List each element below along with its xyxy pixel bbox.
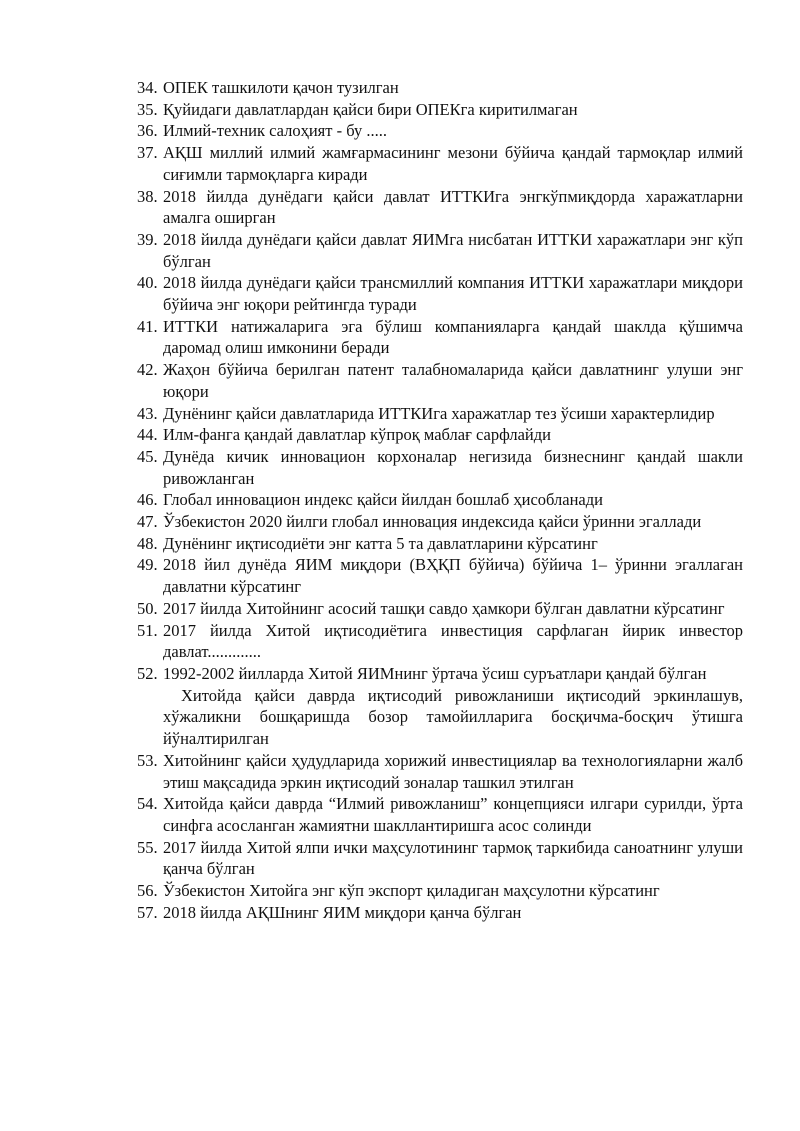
question-text: 1992-2002 йилларда Хитой ЯИМнинг ўртача ўсиш суръатлари қандай бўлган bbox=[163, 663, 707, 683]
question-item bbox=[137, 424, 743, 446]
question-text: Илм-фанга қандай давлатлар кўпроқ маблағ сарфлайди bbox=[163, 425, 551, 445]
question-text: 2018 йилда дунёдаги қайси давлат ИТТКИга энгкўпмиқдорда харажатларни амалга оширган bbox=[163, 186, 743, 228]
question-number: 42. bbox=[137, 360, 158, 380]
question-number: 49. bbox=[137, 555, 158, 575]
question-item bbox=[137, 120, 743, 142]
question-text: ИТТКИ натижаларига эга бўлиш компанияларга қандай шаклда қўшимча даромад олиш имконини беради bbox=[163, 316, 743, 358]
question-text: Хитойда қайси даврда “Илмий ривожланиш” концепцияси илгари сурилди, ўрта синфга асосланган жамиятни шакллантиришга асос солинди bbox=[163, 794, 743, 835]
question-number: 36. bbox=[137, 121, 158, 141]
question-text: АҚШ миллий илмий жамғармасининг мезони бўйича қандай тармоқлар илмий сиғимли тармоқларга киради bbox=[163, 143, 743, 184]
question-number: 37. bbox=[137, 143, 158, 163]
question-text: Жаҳон бўйича берилган патент талабномаларида қайси давлатнинг улуши энг юқори bbox=[163, 360, 743, 401]
question-list bbox=[137, 77, 743, 685]
question-item bbox=[137, 186, 743, 229]
question-number: 52. bbox=[137, 663, 158, 683]
question-item bbox=[137, 316, 743, 359]
question-text: Илмий-техник салоҳият - бу ..... bbox=[163, 121, 387, 141]
question-item bbox=[137, 598, 743, 620]
question-number: 48. bbox=[137, 533, 158, 553]
question-item bbox=[137, 793, 743, 836]
question-item bbox=[137, 511, 743, 533]
question-item bbox=[137, 533, 743, 555]
question-item bbox=[137, 837, 743, 880]
question-item bbox=[137, 750, 743, 793]
question-number: 57. bbox=[137, 902, 158, 922]
question-number: 38. bbox=[137, 186, 158, 206]
question-item bbox=[137, 99, 743, 121]
question-text: 2018 йилда дунёдаги қайси давлат ЯИМга нисбатан ИТТКИ харажатлари энг кўп бўлган bbox=[163, 229, 743, 271]
question-number: 41. bbox=[137, 316, 158, 336]
question-item bbox=[137, 880, 743, 902]
question-number: 56. bbox=[137, 881, 158, 901]
question-number: 50. bbox=[137, 598, 158, 618]
question-text: Дунёда кичик инновацион корхоналар негизида бизнеснинг қандай шакли ривожланган bbox=[163, 446, 743, 488]
question-number: 53. bbox=[137, 750, 158, 770]
question-text: Ўзбекистон 2020 йилги глобал инновация индексида қайси ўринни эгаллади bbox=[163, 512, 702, 532]
question-text: 2017 йилда Хитой ялпи ички маҳсулотининг тармоқ таркибида саноатнинг улуши қанча бўлган bbox=[163, 837, 743, 879]
question-text: 2017 йилда Хитой иқтисодиётига инвестиция сарфлаган йирик инвестор давлат............. bbox=[163, 620, 743, 662]
question-item bbox=[137, 902, 743, 924]
question-number: 34. bbox=[137, 78, 158, 97]
question-note: Хитойда қайси даврда иқтисодий ривожланиши иқтисодий эркинлашув, хўжаликни бошқаришда бозор тамойилларига босқичма-босқич ўтишга йўналтирилган bbox=[163, 685, 743, 749]
document-page bbox=[137, 77, 743, 923]
question-item bbox=[137, 403, 743, 425]
question-list-continued bbox=[137, 750, 743, 924]
question-number: 54. bbox=[137, 794, 158, 814]
question-text: Қуйидаги давлатлардан қайси бири ОПЕКга киритилмаган bbox=[163, 99, 578, 119]
question-number: 39. bbox=[137, 229, 158, 249]
question-number: 40. bbox=[137, 273, 158, 293]
question-item bbox=[137, 620, 743, 663]
question-number: 55. bbox=[137, 837, 158, 857]
question-item bbox=[137, 77, 743, 99]
question-text: Глобал инновацион индекс қайси йилдан бошлаб ҳисобланади bbox=[163, 490, 603, 510]
question-number: 44. bbox=[137, 425, 158, 445]
question-item bbox=[137, 554, 743, 597]
question-text: Дунёнинг иқтисодиёти энг катта 5 та давлатларини кўрсатинг bbox=[163, 533, 598, 553]
question-number: 47. bbox=[137, 512, 158, 532]
question-number: 46. bbox=[137, 490, 158, 510]
question-item bbox=[137, 359, 743, 402]
question-item bbox=[137, 446, 743, 489]
question-number: 45. bbox=[137, 446, 158, 466]
question-item bbox=[137, 229, 743, 272]
question-number: 51. bbox=[137, 620, 158, 640]
question-text: ОПЕК ташкилоти қачон тузилган bbox=[163, 78, 399, 97]
question-text: Дунёнинг қайси давлатларида ИТТКИга харажатлар тез ўсиши характерлидир bbox=[163, 403, 715, 423]
question-text: 2018 йилда дунёдаги қайси трансмиллий компания ИТТКИ харажатлари миқдори бўйича энг юқори рейтингда туради bbox=[163, 273, 743, 315]
question-number: 35. bbox=[137, 99, 158, 119]
question-number: 43. bbox=[137, 403, 158, 423]
question-item bbox=[137, 142, 743, 185]
question-item bbox=[137, 272, 743, 315]
question-item bbox=[137, 489, 743, 511]
question-text: 2018 йил дунёда ЯИМ миқдори (ВҲҚП бўйича) бўйича 1– ўринни эгаллаган давлатни кўрсатинг bbox=[163, 555, 743, 597]
question-text: Хитойнинг қайси ҳудудларида хорижий инвестициялар ва технологияларни жалб этиш мақсадида эркин иқтисодий зоналар ташкил этилган bbox=[163, 750, 743, 792]
question-text: Ўзбекистон Хитойга энг кўп экспорт қиладиган маҳсулотни кўрсатинг bbox=[163, 881, 660, 901]
question-item bbox=[137, 663, 743, 685]
question-text: 2018 йилда АҚШнинг ЯИМ миқдори қанча бўлган bbox=[163, 902, 522, 922]
question-text: 2017 йилда Хитойнинг асосий ташқи савдо ҳамкори бўлган давлатни кўрсатинг bbox=[163, 598, 725, 618]
